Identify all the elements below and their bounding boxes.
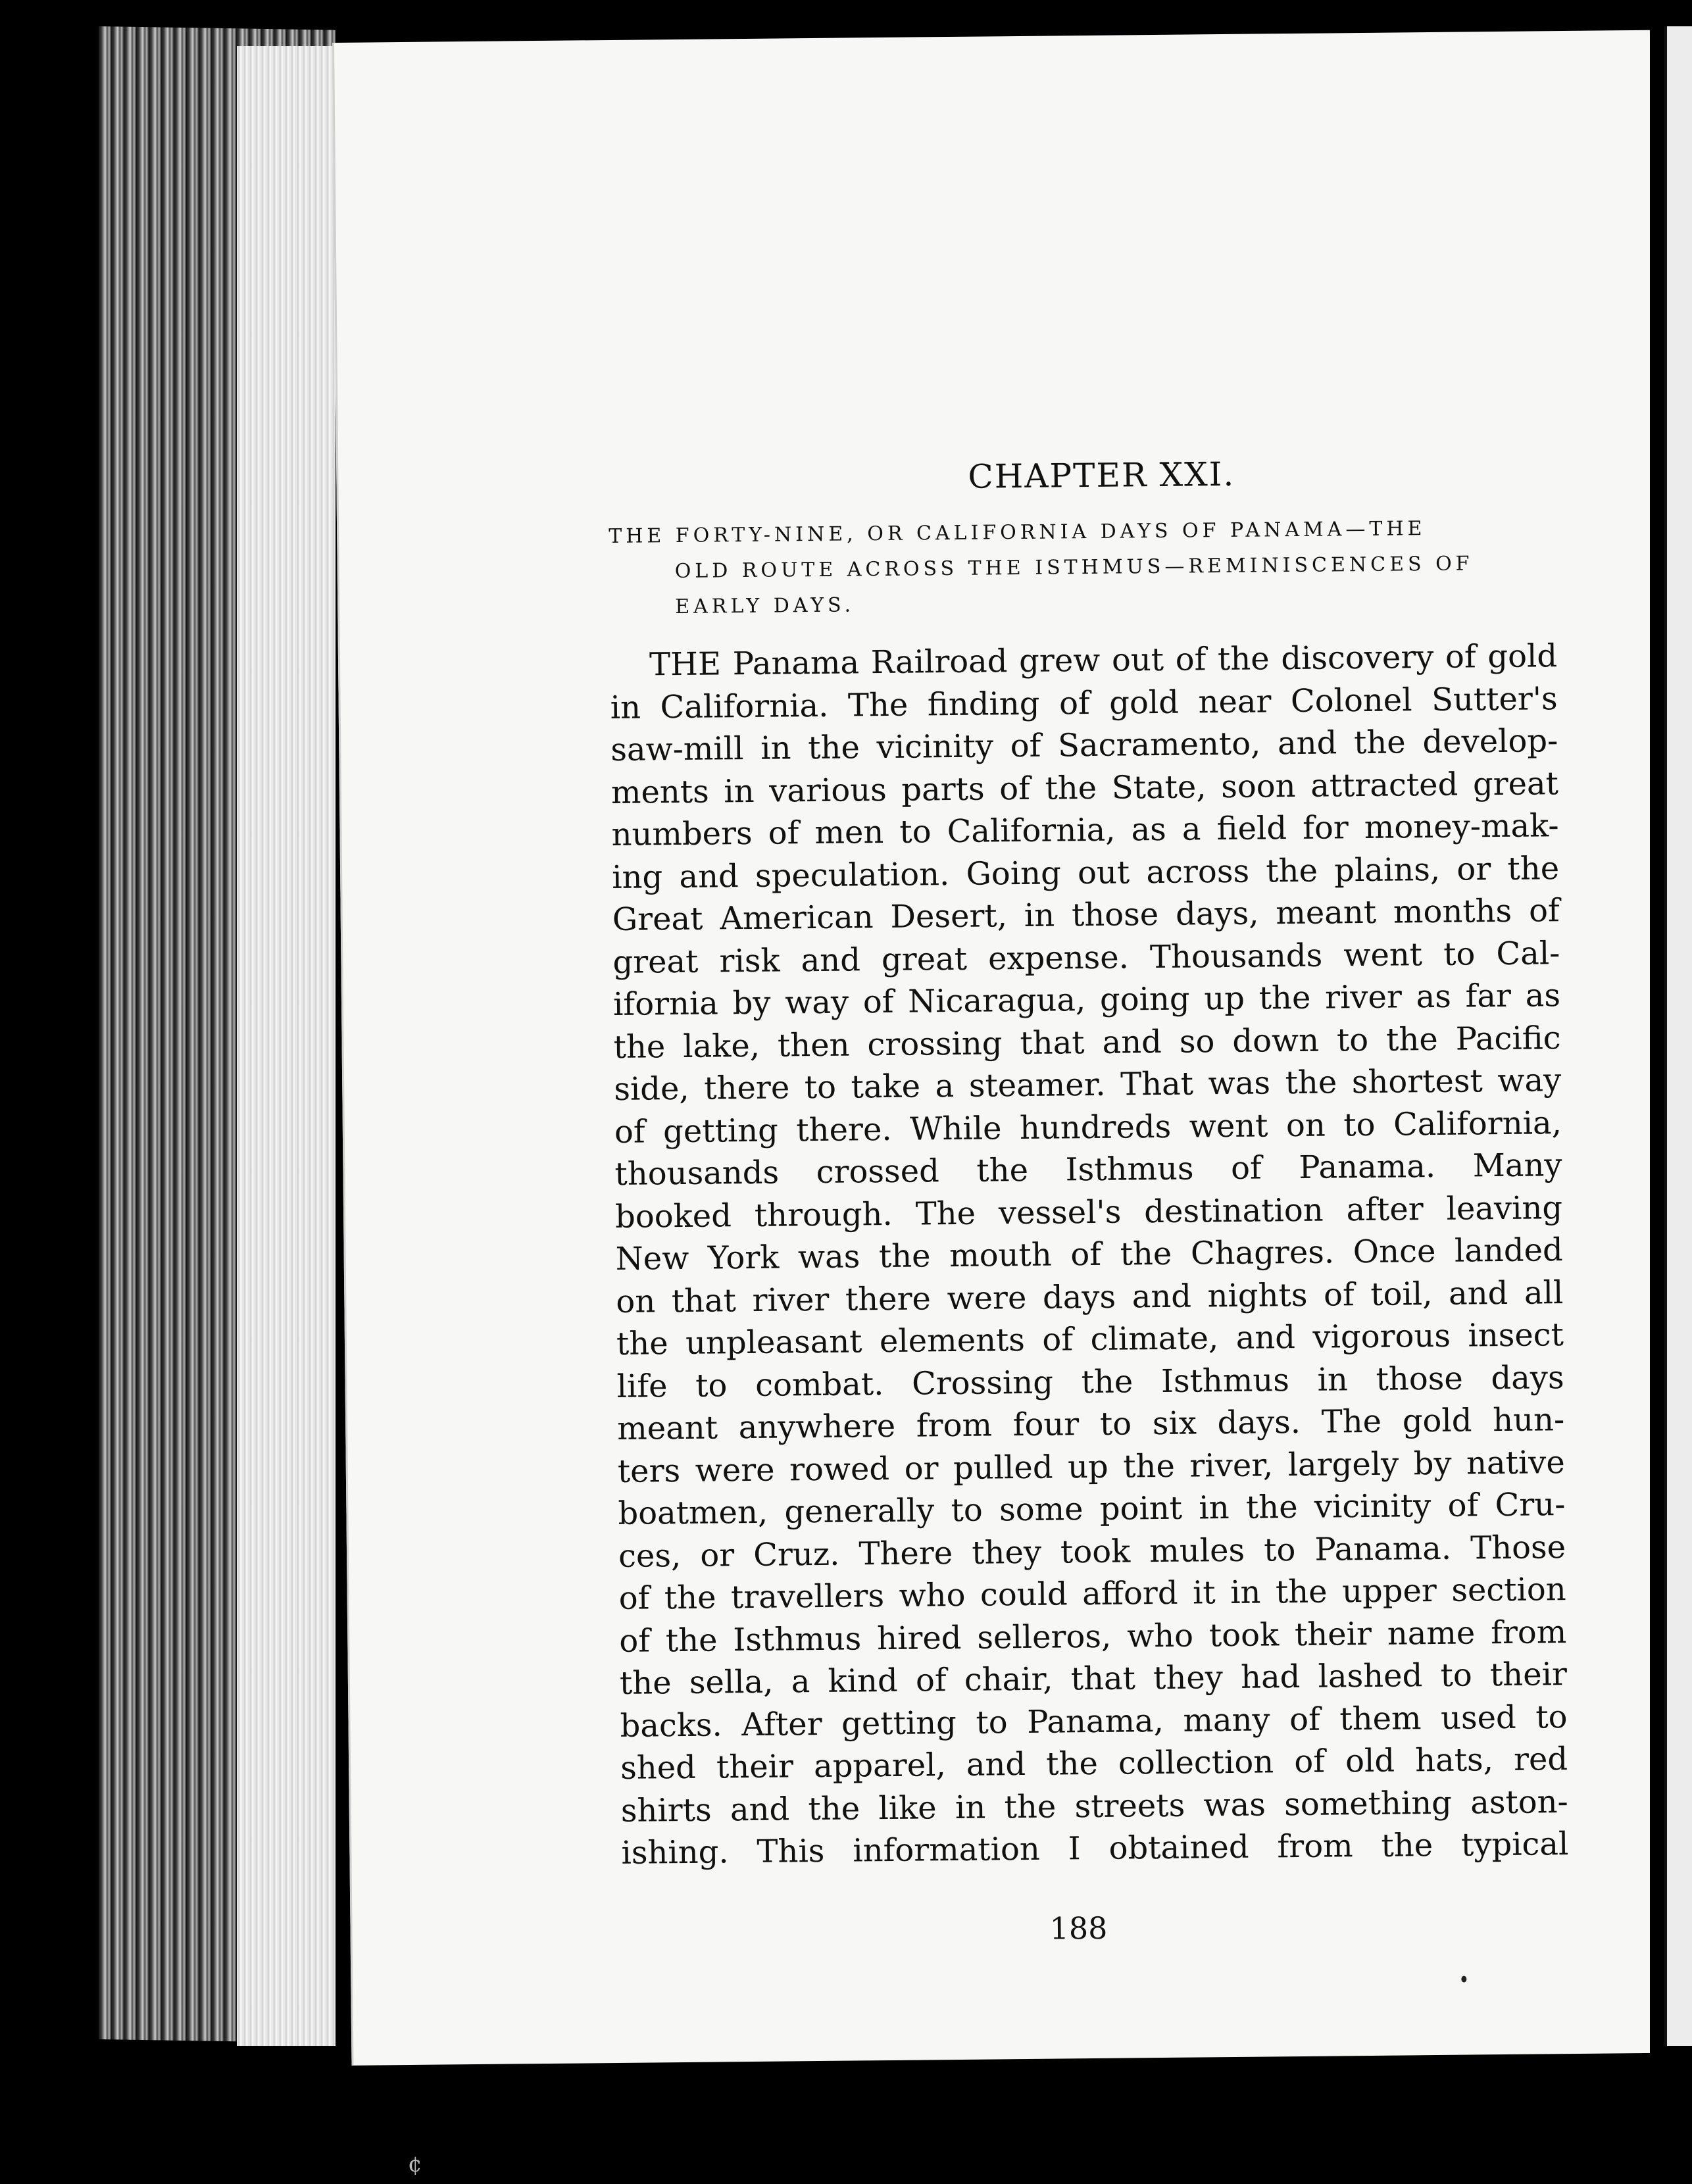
body-line: New York was the mouth of the Chagres. Once landed [615, 1231, 1563, 1278]
page-edges-light [237, 46, 336, 2046]
chapter-heading: CHAPTER XXI. [968, 455, 1235, 496]
summary-line: OLD ROUTE ACROSS THE ISTHMUS—REMINISCENCES OF [674, 552, 1474, 583]
book-page [332, 30, 1669, 2066]
body-line: meant anywhere from four to six days. The gold hun- [616, 1401, 1565, 1447]
body-line: ments in various parts of the State, soon attracted great [610, 764, 1559, 811]
body-line: side, there to take a steamer. That was the shortest way [614, 1062, 1562, 1108]
body-line: on that river there were days and nights of toil, and all [616, 1274, 1564, 1320]
summary-line: THE FORTY-NINE, OR CALIFORNIA DAYS OF PANAMA—THE [609, 517, 1426, 548]
body-line: shirts and the like in the streets was something aston- [620, 1783, 1569, 1829]
body-line: ters were rowed or pulled up the river, largely by native [617, 1443, 1566, 1490]
body-paragraph [610, 635, 1569, 1874]
body-line: booked through. The vessel's destination after leaving [614, 1189, 1563, 1235]
body-line: the sella, a kind of chair, that they had lashed to their [619, 1656, 1568, 1702]
body-line: thousands crossed the Isthmus of Panama. Many [614, 1147, 1562, 1193]
body-line: THE Panama Railroad grew out of the discovery of gold [649, 637, 1558, 683]
chapter-summary [609, 510, 1543, 626]
stray-mark: ¢ [408, 2151, 422, 2177]
body-line: of the Isthmus hired selleros, who took their name from [619, 1613, 1567, 1660]
body-line: shed their apparel, and the collection of old hats, red [620, 1741, 1568, 1787]
body-line: great risk and great expense. Thousands went to Cal- [612, 934, 1560, 981]
body-line: Great American Desert, in those days, meant months of [612, 892, 1560, 938]
body-line: in California. The finding of gold near Colonel Sutter's [610, 680, 1558, 726]
body-line: ishing. This information I obtained from the typical [621, 1825, 1569, 1872]
body-line: ifornia by way of Nicaragua, going up the river as far as [612, 977, 1561, 1023]
body-line: life to combat. Crossing the Isthmus in those days [616, 1358, 1564, 1405]
ink-speck [1461, 1976, 1466, 1983]
body-line: saw-mill in the vicinity of Sacramento, and the develop- [610, 722, 1558, 768]
body-line: of the travellers who could afford it in the upper section [618, 1571, 1566, 1617]
body-line: numbers of men to California, as a field for money-mak- [611, 807, 1559, 853]
page-number: 188 [1049, 1910, 1108, 1947]
body-line: backs. After getting to Panama, many of them used to [620, 1698, 1568, 1745]
body-line: boatmen, generally to some point in the vicinity of Cru- [618, 1486, 1566, 1532]
page-text-block [608, 452, 1595, 1875]
body-line: of getting there. While hundreds went on to California, [614, 1104, 1562, 1151]
body-line: ces, or Cruz. There they took mules to Panama. Those [618, 1528, 1566, 1575]
body-line: ing and speculation. Going out across the plains, or the [611, 849, 1560, 896]
summary-line: EARLY DAYS. [675, 593, 855, 619]
body-line: the unpleasant elements of climate, and vigorous insect [616, 1316, 1564, 1362]
body-line: the lake, then crossing that and so down to the Pacific [613, 1019, 1561, 1066]
facing-page-sliver [1664, 26, 1692, 2046]
